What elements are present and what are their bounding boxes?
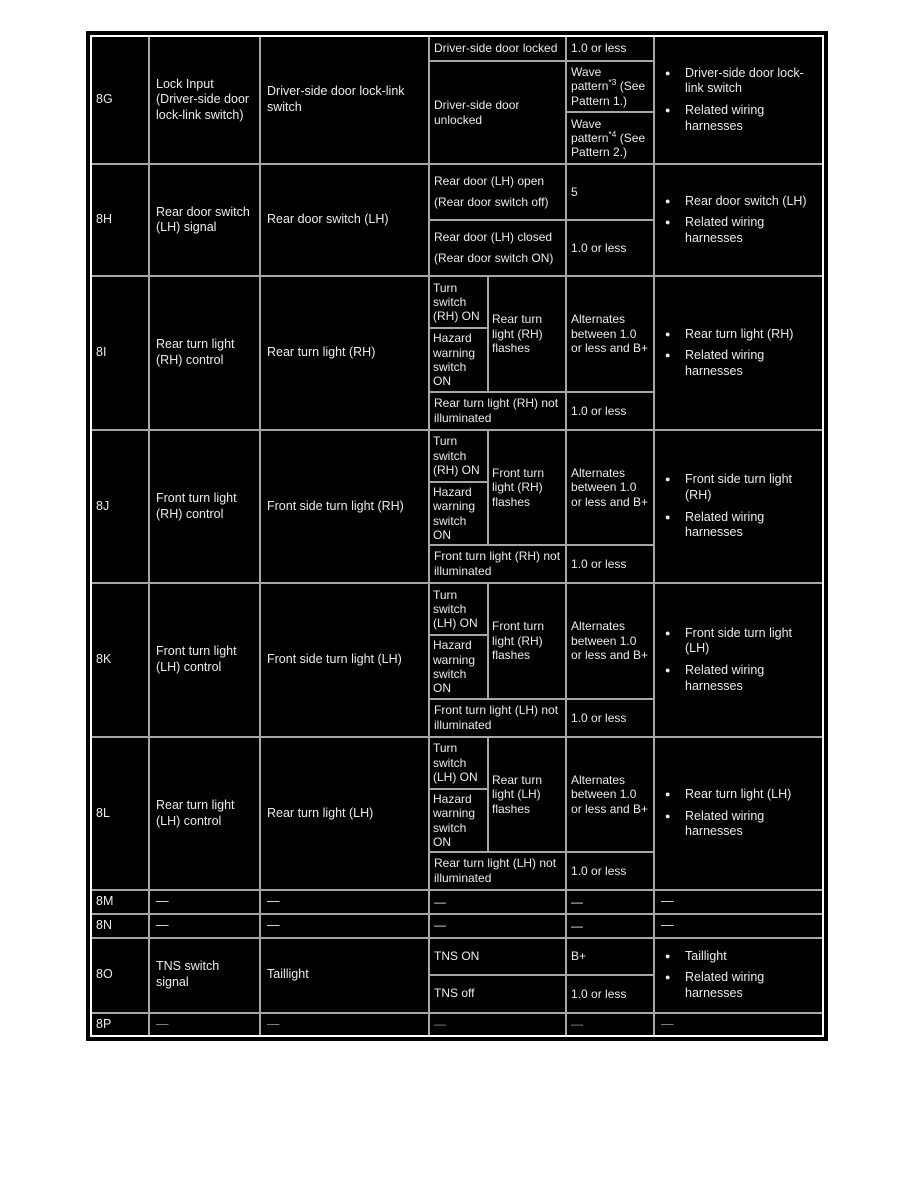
bullet-icon: ● (665, 350, 671, 361)
cell-8K-condition-not-illuminated: Front turn light (LH) not illuminated (429, 699, 566, 737)
cell-8N-connected: — (260, 914, 429, 938)
cell-8M-signal: — (149, 890, 260, 914)
cell-8J-condition-flashes: Front turn light (RH) flashes (488, 430, 566, 546)
terminal-voltage-table-frame (86, 31, 828, 1041)
cell-8L-signal: Rear turn light (LH) control (149, 737, 260, 891)
condition-line: (Rear door switch ON) (434, 251, 554, 266)
cell-8J-condition-turn-switch: Turn switch (RH) ON (429, 430, 488, 482)
condition-line: Rear door (LH) closed (434, 230, 553, 245)
cell-8H-condition-open (429, 164, 566, 220)
inspection-item (661, 194, 816, 210)
inspection-item (661, 103, 816, 134)
cell-8J-connected: Front side turn light (RH) (260, 430, 429, 584)
cell-8O-signal: TNS switch signal (149, 938, 260, 1013)
bullet-icon: ● (665, 789, 671, 800)
cell-8K-condition-hazard-switch: Hazard warning switch ON (429, 635, 488, 699)
cell-8N-signal: — (149, 914, 260, 938)
inspection-item-label: Related wiring harnesses (685, 348, 765, 378)
condition-line: (Rear door switch off) (434, 195, 549, 210)
cell-8P-connected: — (260, 1013, 429, 1036)
inspection-item (661, 787, 816, 803)
cell-8J-condition-hazard-switch: Hazard warning switch ON (429, 482, 488, 546)
bullet-icon: ● (665, 950, 671, 961)
bullet-icon: ● (665, 328, 671, 339)
wave-pattern-label: Wave pattern (571, 65, 609, 94)
cell-8G-terminal: 8G (92, 37, 149, 164)
condition-line: Rear door (LH) open (434, 174, 545, 189)
wave-pattern-note: (See Pattern 2.) (571, 130, 646, 160)
bullet-icon: ● (665, 627, 671, 638)
cell-8M-voltage: — (566, 890, 654, 914)
cell-8L-condition-hazard-switch: Hazard warning switch ON (429, 789, 488, 853)
bullet-icon: ● (665, 665, 671, 676)
cell-8I-condition-turn-switch: Turn switch (RH) ON (429, 276, 488, 328)
cell-8G-inspection (654, 37, 822, 164)
bullet-icon: ● (665, 195, 671, 206)
cell-8K-signal: Front turn light (LH) control (149, 583, 260, 737)
cell-8H-voltage-open: 5 (566, 164, 654, 220)
cell-8G-signal: Lock Input (Driver-side door lock-link switch) (149, 37, 260, 164)
cell-8N-voltage: — (566, 914, 654, 938)
cell-8K-condition-turn-switch: Turn switch (LH) ON (429, 583, 488, 635)
cell-8K-terminal: 8K (92, 583, 149, 737)
inspection-item-label: Related wiring harnesses (685, 215, 765, 245)
inspection-item (661, 348, 816, 379)
inspection-item (661, 970, 816, 1001)
cell-8K-voltage-not-illuminated: 1.0 or less (566, 699, 654, 737)
cell-8G-connected: Driver-side door lock-link switch (260, 37, 429, 164)
cell-8I-condition-hazard-switch: Hazard warning switch ON (429, 328, 488, 392)
cell-8L-inspection (654, 737, 822, 891)
cell-8M-connected: — (260, 890, 429, 914)
cell-8P-inspection: — (654, 1013, 822, 1036)
cell-8O-voltage-on: B+ (566, 938, 654, 975)
terminal-voltage-table (92, 37, 822, 1035)
inspection-item (661, 809, 816, 840)
cell-8K-inspection (654, 583, 822, 737)
cell-8I-condition-not-illuminated: Rear turn light (RH) not illuminated (429, 392, 566, 430)
inspection-item-label: Related wiring harnesses (685, 808, 765, 839)
inspection-item (661, 949, 816, 965)
cell-8H-signal: Rear door switch (LH) signal (149, 164, 260, 276)
cell-8G-condition-locked: Driver-side door locked (429, 37, 566, 61)
wave-pattern-footnote: *4 (608, 128, 617, 139)
cell-8L-voltage-not-illuminated: 1.0 or less (566, 852, 654, 890)
cell-8P-signal: — (149, 1013, 260, 1036)
cell-8O-inspection (654, 938, 822, 1013)
cell-8L-condition-not-illuminated: Rear turn light (LH) not illuminated (429, 852, 566, 890)
cell-8J-terminal: 8J (92, 430, 149, 584)
cell-8P-terminal: 8P (92, 1013, 149, 1036)
cell-8G-condition-unlocked: Driver-side door unlocked (429, 61, 566, 164)
cell-8I-voltage-flashes: Alternates between 1.0 or less and B+ (566, 276, 654, 392)
cell-8P-condition: — (429, 1013, 566, 1036)
cell-8P-voltage: — (566, 1013, 654, 1036)
bullet-icon: ● (665, 810, 671, 821)
bullet-icon: ● (665, 474, 671, 485)
cell-8K-condition-flashes: Front turn light (RH) flashes (488, 583, 566, 699)
cell-8I-condition-flashes: Rear turn light (RH) flashes (488, 276, 566, 392)
cell-8H-condition-closed (429, 220, 566, 276)
inspection-item-label: Related wiring harnesses (685, 509, 765, 540)
cell-8N-terminal: 8N (92, 914, 149, 938)
cell-8M-condition: — (429, 890, 566, 914)
inspection-item (661, 327, 816, 343)
cell-8I-terminal: 8I (92, 276, 149, 430)
terminal-voltage-table-border (90, 35, 824, 1037)
cell-8O-terminal: 8O (92, 938, 149, 1013)
cell-8L-voltage-flashes: Alternates between 1.0 or less and B+ (566, 737, 654, 853)
cell-8L-connected: Rear turn light (LH) (260, 737, 429, 891)
wave-pattern-label: Wave pattern (571, 116, 609, 145)
cell-8J-signal: Front turn light (RH) control (149, 430, 260, 584)
cell-8I-voltage-not-illuminated: 1.0 or less (566, 392, 654, 430)
cell-8H-terminal: 8H (92, 164, 149, 276)
cell-8I-connected: Rear turn light (RH) (260, 276, 429, 430)
bullet-icon: ● (665, 67, 671, 78)
wave-pattern-footnote: *3 (608, 77, 617, 88)
inspection-item-label: Driver-side door lock-link switch (685, 65, 804, 96)
cell-8O-condition-off: TNS off (429, 975, 566, 1012)
inspection-item-label: Related wiring harnesses (685, 103, 765, 133)
cell-8L-condition-turn-switch: Turn switch (LH) ON (429, 737, 488, 789)
cell-8J-voltage-not-illuminated: 1.0 or less (566, 545, 654, 583)
cell-8K-connected: Front side turn light (LH) (260, 583, 429, 737)
cell-8H-voltage-closed: 1.0 or less (566, 220, 654, 276)
cell-8G-voltage-wave1 (566, 61, 654, 112)
inspection-item-label: Taillight (685, 948, 727, 963)
cell-8M-inspection: — (654, 890, 822, 914)
inspection-item-label: Front side turn light (RH) (685, 472, 793, 502)
inspection-item-label: Related wiring harnesses (685, 663, 765, 693)
inspection-item (661, 215, 816, 246)
cell-8L-condition-flashes: Rear turn light (LH) flashes (488, 737, 566, 853)
cell-8H-connected: Rear door switch (LH) (260, 164, 429, 276)
inspection-item (661, 472, 816, 503)
cell-8J-voltage-flashes: Alternates between 1.0 or less and B+ (566, 430, 654, 546)
cell-8O-condition-on: TNS ON (429, 938, 566, 975)
cell-8I-inspection (654, 276, 822, 430)
inspection-item (661, 510, 816, 541)
cell-8N-condition: — (429, 914, 566, 938)
inspection-item-label: Rear door switch (LH) (685, 193, 807, 208)
inspection-item-label: Front side turn light (LH) (685, 625, 793, 656)
cell-8J-inspection (654, 430, 822, 584)
cell-8O-voltage-off: 1.0 or less (566, 975, 654, 1012)
cell-8G-voltage-wave2 (566, 112, 654, 164)
cell-8I-signal: Rear turn light (RH) control (149, 276, 260, 430)
bullet-icon: ● (665, 217, 671, 228)
wave-pattern-note: (See Pattern 1.) (571, 79, 646, 108)
cell-8K-voltage-flashes: Alternates between 1.0 or less and B+ (566, 583, 654, 699)
bullet-icon: ● (665, 511, 671, 522)
inspection-item-label: Rear turn light (RH) (685, 326, 794, 341)
cell-8N-inspection: — (654, 914, 822, 938)
bullet-icon: ● (665, 972, 671, 983)
cell-8G-voltage-locked: 1.0 or less (566, 37, 654, 61)
bullet-icon: ● (665, 105, 671, 116)
cell-8O-connected: Taillight (260, 938, 429, 1013)
inspection-item (661, 66, 816, 97)
inspection-item-label: Related wiring harnesses (685, 970, 765, 1000)
inspection-item (661, 663, 816, 694)
inspection-item-label: Rear turn light (LH) (685, 787, 792, 802)
inspection-item (661, 626, 816, 657)
cell-8J-condition-not-illuminated: Front turn light (RH) not illuminated (429, 545, 566, 583)
cell-8M-terminal: 8M (92, 890, 149, 914)
cell-8H-inspection (654, 164, 822, 276)
cell-8L-terminal: 8L (92, 737, 149, 891)
